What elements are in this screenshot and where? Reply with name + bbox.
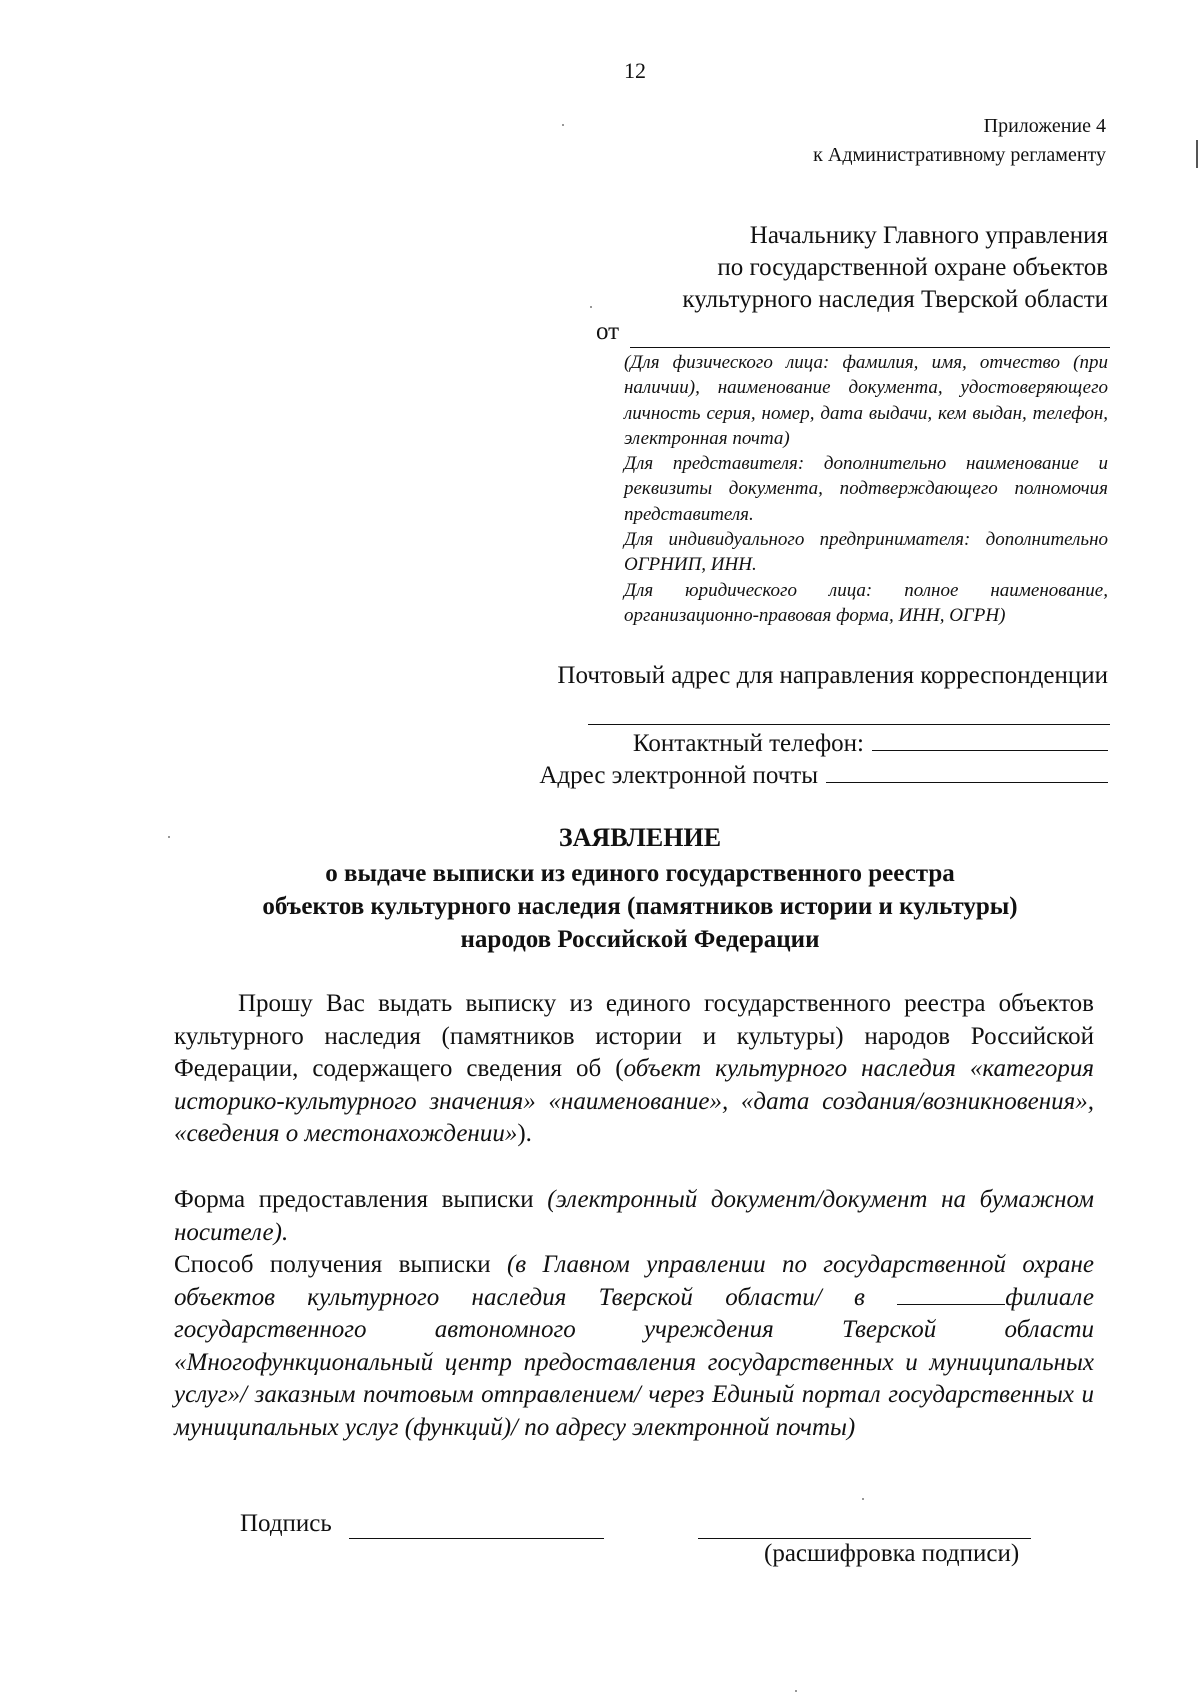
document-subtitle-line-1: о выдаче выписки из единого государственного реестра xyxy=(325,860,955,887)
method-options-1: (в Главном управлении по государственной охране объектов культурного наследия Тверской области/ в xyxy=(174,1251,1094,1311)
form-paragraph xyxy=(174,1184,1094,1249)
branch-fill-line xyxy=(897,1303,1005,1305)
appendix-title: Приложение 4 xyxy=(983,115,1106,137)
postal-address-label: Почтовый адрес для направления корреспонденции xyxy=(557,662,1108,689)
document-subtitle-line-2: объектов культурного наследия (памятников истории и культуры) xyxy=(262,893,1018,920)
applicant-note-representative: Для представителя: дополнительно наименование и реквизиты документа, подтверждающего полномочия представителя. xyxy=(624,453,1108,525)
applicant-note-individual: (Для физического лица: фамилия, имя, отчество (при наличии), наименование документа, удостоверяющего личность серия, номер, дата выдачи, кем выдан, телефон, электронная почта) xyxy=(624,352,1108,449)
scan-speck xyxy=(862,1498,864,1500)
from-label: от xyxy=(596,318,620,345)
request-details: объект культурного наследия «категория историко-культурного значения» «наименование», «дата создания/возникновения», «сведения о местонахождении» xyxy=(174,1055,1094,1147)
delivery-options xyxy=(174,1184,1094,1444)
method-label: Способ получения выписки xyxy=(174,1251,507,1278)
page-number: 12 xyxy=(624,58,646,83)
signature-decoding-caption: (расшифровка подписи) xyxy=(764,1540,1020,1567)
applicant-note xyxy=(624,350,1108,628)
signature-fill-line xyxy=(349,1538,604,1539)
form-label: Форма предоставления выписки xyxy=(174,1186,548,1213)
from-fill-line xyxy=(630,347,1110,348)
scan-speck xyxy=(168,836,170,838)
appendix-subtitle: к Административному регламенту xyxy=(813,144,1106,166)
scan-speck xyxy=(562,124,564,126)
method-paragraph xyxy=(174,1249,1094,1444)
signature-decoding-fill-line xyxy=(698,1538,1031,1539)
phone-label: Контактный телефон: xyxy=(632,730,864,757)
addressee-line-2: по государственной охране объектов xyxy=(717,254,1108,281)
scan-speck xyxy=(795,1690,797,1692)
request-text: Прошу Вас выдать выписку из единого государственного реестра объектов культурного наследия (памятников истории и культуры) народов Российской Федерации, содержащего сведения об ( xyxy=(174,990,1094,1082)
document-title: ЗАЯВЛЕНИЕ xyxy=(558,823,722,852)
applicant-note-legal-entity: Для юридического лица: полное наименование, организационно-правовая форма, ИНН, ОГРН) xyxy=(624,579,1108,626)
phone-fill-line xyxy=(872,749,1108,751)
form-options: (электронный документ/документ на бумажном носителе). xyxy=(174,1186,1095,1246)
request-closing: ). xyxy=(517,1120,532,1147)
document-subtitle-line-3: народов Российской Федерации xyxy=(460,926,820,953)
postal-address-fill-line xyxy=(588,724,1110,725)
addressee-line-3: культурного наследия Тверской области xyxy=(682,286,1108,313)
phone-field xyxy=(633,730,1108,758)
applicant-note-entrepreneur: Для индивидуального предпринимателя: дополнительно ОГРНИП, ИНН. xyxy=(624,529,1108,576)
signature-label: Подпись xyxy=(240,1510,332,1537)
method-options-2: филиале государственного автономного учреждения Тверской области «Многофункциональный центр предоставления государственных и муниципальных услуг»/ заказным почтовым отправлением/ через Единый портал государственных и муниципальных услуг (функций)/ по адресу электронной почты) xyxy=(174,1283,1094,1441)
scan-speck xyxy=(590,306,592,308)
scan-edge-mark xyxy=(1196,140,1198,168)
addressee-line-1: Начальнику Главного управления xyxy=(749,222,1108,249)
email-field xyxy=(539,762,1108,790)
request-paragraph xyxy=(174,988,1094,1151)
email-label: Адрес электронной почты xyxy=(539,762,818,789)
email-fill-line xyxy=(826,781,1108,783)
